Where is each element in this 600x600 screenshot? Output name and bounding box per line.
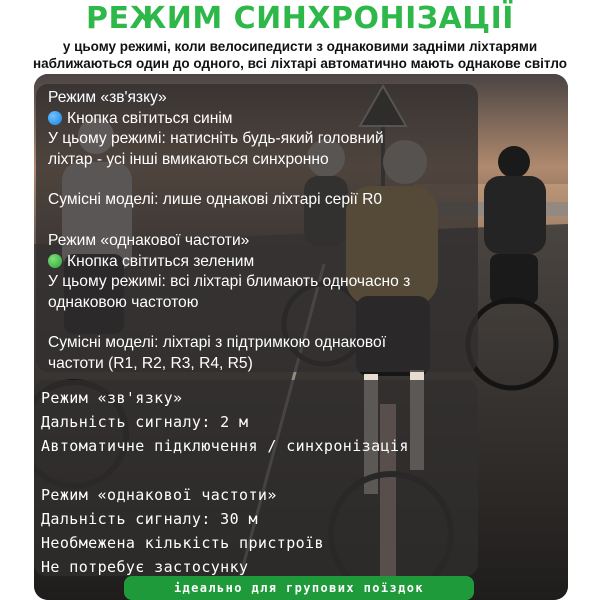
mode-frequency-indicator [48, 252, 478, 273]
mode-frequency-desc-2: однаковою частотою [48, 293, 199, 311]
mode-link-desc-1: У цьому режимі: натисніть будь-який головний [48, 130, 384, 148]
mode-frequency-compat-2: частоти (R1, R2, R3, R4, R5) [48, 354, 253, 372]
mode-link-desc-2: ліхтар - усі інші вмикаються синхронно [48, 150, 329, 168]
mode-frequency-title: Режим «однакової частоти» [48, 231, 250, 249]
spec-frequency-title: Режим «однакової частоти» [41, 485, 277, 504]
spec-link-title: Режим «зв'язку» [41, 389, 183, 407]
page-title: РЕЖИМ СИНХРОНІЗАЦІЇ [86, 1, 514, 36]
blue-circle-icon [48, 111, 62, 125]
mode-frequency-desc-1: У цьому режимі: всі ліхтарі блимають одночасно з [48, 273, 411, 291]
mode-link-compat: Сумісні моделі: лише однакові ліхтарі серії R0 [48, 191, 383, 209]
mode-frequency-indicator-text: Кнопка світиться зеленим [67, 252, 255, 270]
subtitle-line-2: наближаються один до одного, всі ліхтарі автоматично мають однакове світло [33, 56, 567, 71]
page-subtitle [0, 38, 600, 72]
subtitle-line-1: у цьому режимі, коли велосипедисти з однаковими задніми ліхтарями [62, 39, 538, 54]
spec-frequency-range: Дальність сигналу: 30 м [41, 509, 258, 528]
mode-link-title: Режим «зв'язку» [48, 89, 167, 106]
spec-frequency-feature-2: Не потребує застосунку [41, 558, 249, 577]
green-circle-icon [48, 254, 62, 268]
spec-link-feature: Автоматичне підключення / синхронізація [41, 437, 409, 456]
spec-frequency-feature-1: Необмежена кількість пристроїв [41, 534, 324, 553]
mode-link-indicator [48, 109, 478, 130]
sync-modes-specs-panel [34, 380, 478, 576]
mode-frequency-compat-1: Сумісні моделі: ліхтарі з підтримкою однакової [48, 334, 387, 352]
mode-link-indicator-text: Кнопка світиться синім [67, 109, 233, 127]
spec-link-range: Дальність сигналу: 2 м [41, 413, 249, 432]
group-rides-banner: ідеально для групових поїздок [124, 576, 474, 600]
sync-modes-description-panel [36, 84, 478, 372]
